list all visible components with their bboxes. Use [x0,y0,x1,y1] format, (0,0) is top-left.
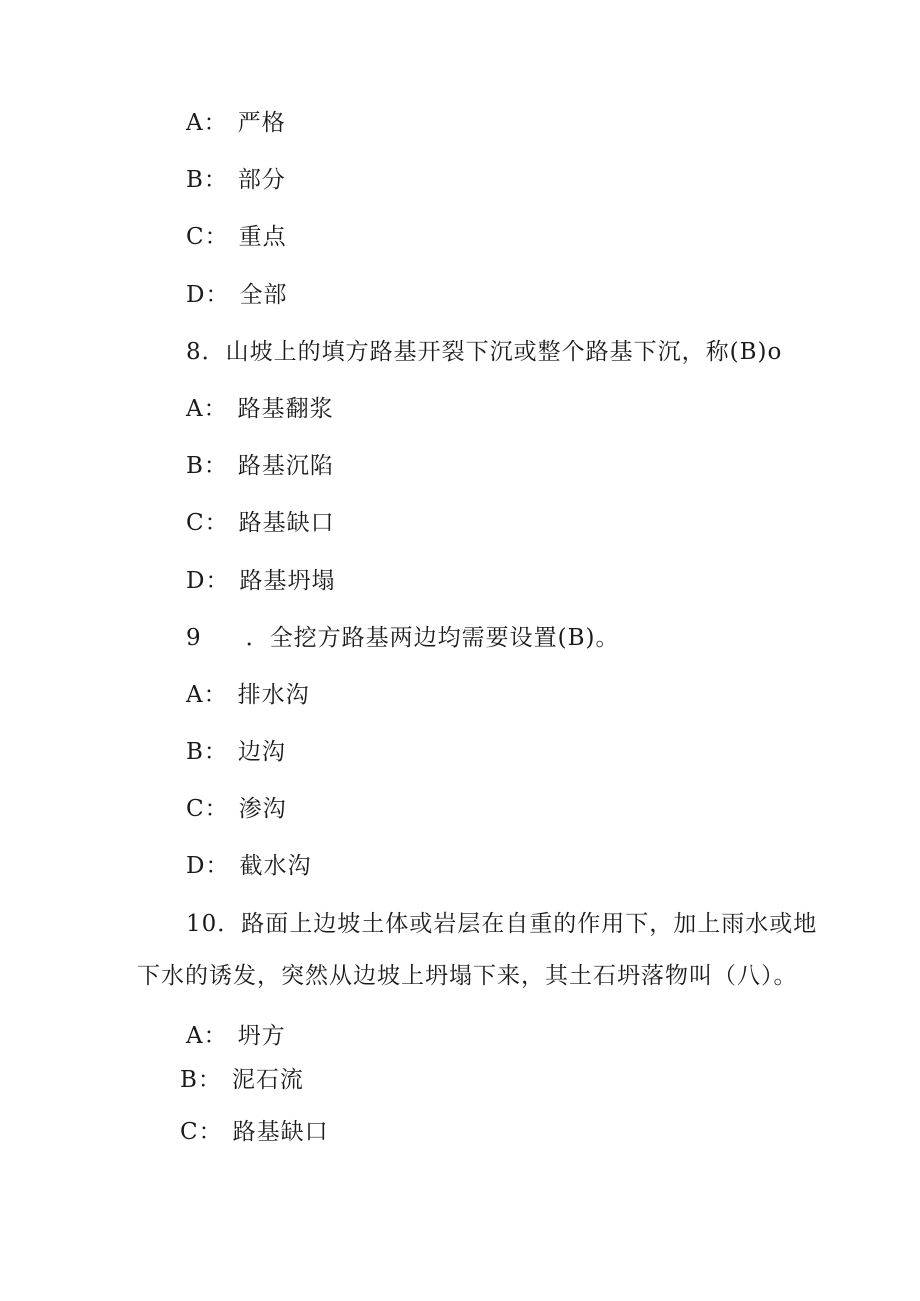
option-letter: D： [186,282,230,308]
option-letter: C： [186,224,229,250]
option-b [186,165,286,195]
option-d [186,851,311,881]
option-a [186,680,310,710]
question-9 [186,623,620,653]
option-text: 路基缺口 [238,510,335,536]
option-b [186,451,334,481]
option-d [186,280,287,310]
option-letter: B： [180,1067,222,1093]
option-a [186,1021,286,1051]
option-c [186,222,287,252]
option-letter: B： [186,453,228,479]
question-8: 8．山坡上的填方路基开裂下沉或整个路基下沉，称(B)o [186,339,783,365]
option-letter: C： [186,510,229,536]
option-c [186,508,335,538]
option-text: 路基坍塌 [239,568,336,594]
option-text: 路基沉陷 [237,453,334,479]
option-b [186,737,286,767]
option-letter: A： [186,1023,228,1049]
option-text: 部分 [237,167,286,193]
option-text: 截水沟 [239,853,312,879]
option-letter: B： [186,167,228,193]
option-c [180,1117,329,1147]
option-letter: D： [186,568,230,594]
option-letter: D： [186,853,230,879]
option-c [186,794,287,824]
option-text: 渗沟 [238,796,287,822]
question-10-line-1: 10．路面上边坡土体或岩层在自重的作用下，加上雨水或地 [186,911,818,937]
option-text: 全部 [239,282,288,308]
option-letter: A： [186,396,228,422]
option-text: 泥石流 [231,1067,304,1093]
option-text: 重点 [238,224,287,250]
option-text: 严格 [237,110,286,136]
option-text: 边沟 [237,739,286,765]
option-text: 路基翻浆 [237,396,334,422]
option-text: 排水沟 [237,682,310,708]
question-text: ．全挖方路基两边均需要设置(B)。 [245,625,620,651]
option-b [180,1065,304,1095]
option-letter: C： [180,1119,223,1145]
option-letter: A： [186,682,228,708]
option-a [186,108,286,138]
question-10-line-2: 下水的诱发，突然从边坡上坍塌下来，其土石坍落物叫（八）。 [137,963,798,989]
option-d [186,566,335,596]
option-text: 坍方 [237,1023,286,1049]
option-text: 路基缺口 [232,1119,329,1145]
option-letter: C： [186,796,229,822]
option-a [186,394,334,424]
option-letter: B： [186,739,228,765]
option-letter: A： [186,110,228,136]
question-number: 9 [186,625,202,651]
